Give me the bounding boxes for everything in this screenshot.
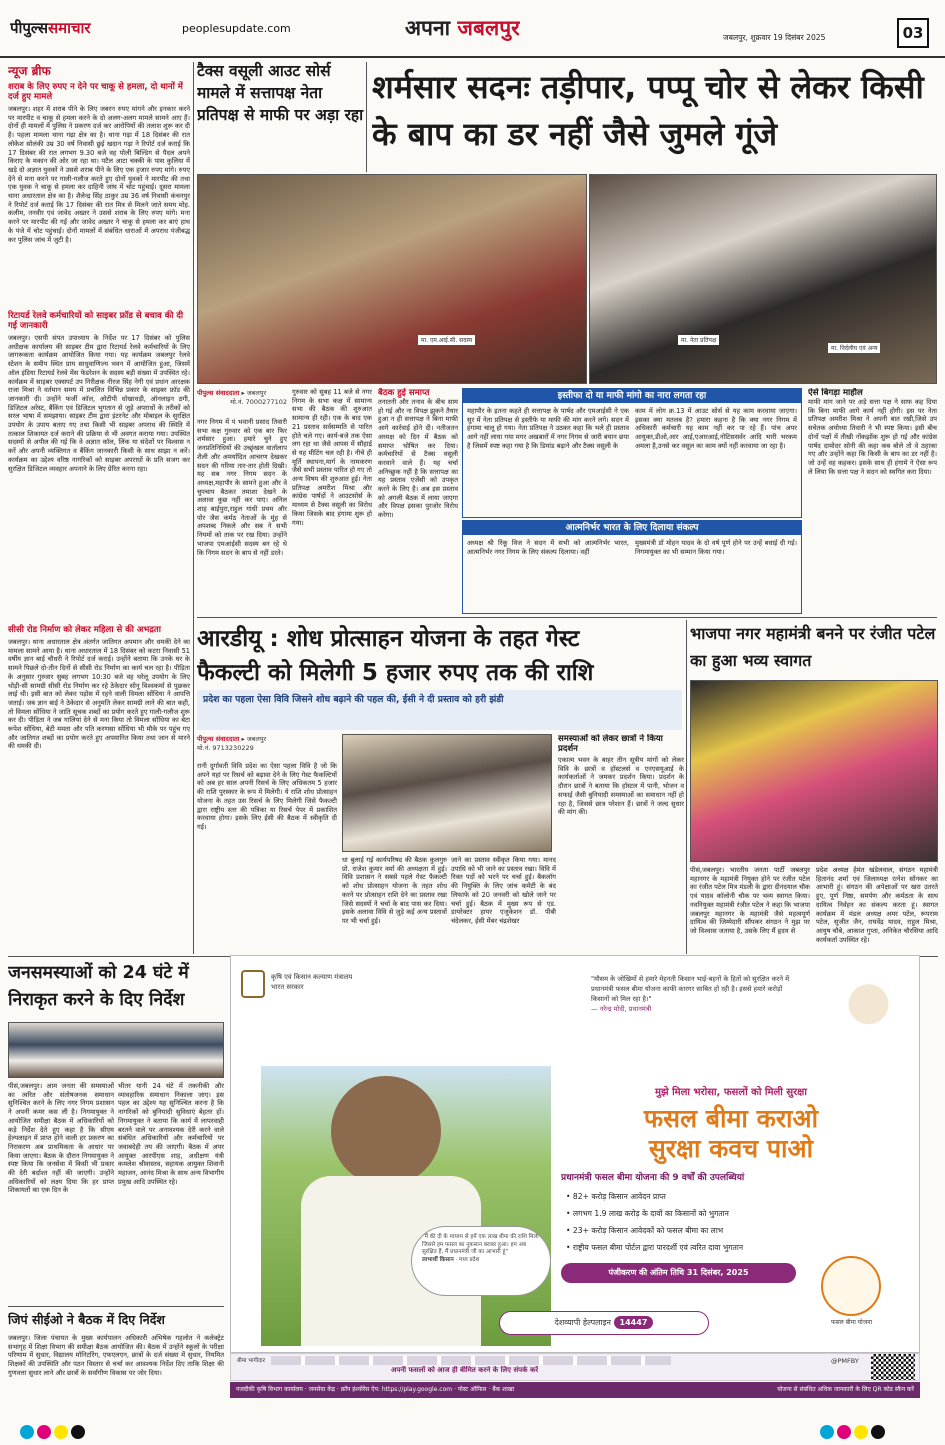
column-divider [686,620,687,954]
contact-item[interactable]: पोस्ट ऑफिस [457,1386,487,1393]
resign-box-col2: काम में लोग क्र.13 में आउट सोर्स से यह काम करवाया जाएगा। इसका क्या मतलब है? हमारा कहना है कि क्या नगर निगम में अधिकारी कर्मचारी यह काम नहीं कर पा रहे हैं। पांच अपर आयुक्त,डीओ,आर आई,एआरआई,नोटिससर्वर आदि भारी भरकम अमला है,उनसे कर वसूल का काम क्यों नहीं करवाया जा रहा है। [635,407,797,450]
rdu-col3: जाने का प्रस्ताव स्वीकृत किया गया। मानद उपाधि को भी जाने का प्रस्ताव रखा। विवि में रिक्त पदों को भरने पर चर्चा हुई। बैकलॉग की नियुक्ति के लिए जांच कमेटी के बंद लिफाफे को 20 जनवरी को खोले जाने पर चर्चा हुई। बैठक में मुख्य रूप से एड. डायरेक्टर हायर एजुकेशन डॉ. पीबी चंदेलकर, ईसी मेंबर चंद्रशेखर [451,856,556,925]
ministry-name: कृषि एवं किसान कल्याण मंत्रालय [271,973,353,981]
achievement-list [566,1188,906,1256]
pmfby-label: फसल बीमा योजना [830,1319,873,1326]
brief2-headline[interactable]: रिटायर्ड रेलवे कर्मचारियों को साइबर फ्रॉड से बचाव की दी गई जानकारी [8,311,184,331]
lead-headline[interactable]: शर्मसार सदनः तड़ीपार, पप्पू चोर से लेकर किसी के बाप का डर नहीं जैसे जुमले गूंजे [372,68,924,153]
footer-line: अपनी फसलों को आज ही बीमित करने के लिए संपर्क करें [391,1366,539,1374]
farmer-quote-bubble: "मैं की दी के माध्यम से हमें एक लाख बीमा की राशि मिली जिससे हम फसल का नुकसान बराबर हुआ। हम अब सुरक्षित हैं, मैं प्रधानमंत्री जी का आभारी हूं" लाभार्थी किसान · मध्य प्रदेश [411,1226,551,1296]
pmfby-logo-icon [821,1256,881,1316]
lead-col2: गुरुवार को सुबह 11 बजे से नगर निगम के सभा कक्ष में सामान्य सभा की बैठक की शुरुआत सामान्य ही रही। एक के बाद एक 21 प्रस्ताव सर्वसम्मति से पारित होते चले गए। कार्य-बजे तक ऐसा लग रहा था जैसे आपस में सौहार्द्र से यह मीटिंग चल रही है। नीचे ही मूर्ति स्थापना,मार्ग के नामकरण जैसे सभी प्रस्ताव पारित हो गए तो अन्य विषय की शुरुआत हुई। नेता प्रतिपक्ष अमरीश मिश्रा और कांग्रेस पार्षदों ने आउटसोर्स के माध्यम से टैक्स वसूली का विरोध किया जिसके बाद हंगामा शुरू हो गया। [292,388,372,527]
ranjeet-welcome-photo[interactable] [690,680,938,862]
registration-deadline: पंजीकरण की अंतिम तिथि 31 दिसंबर, 2025 [561,1263,796,1283]
yellow-mark [854,1425,868,1439]
pmfby-advertisement[interactable] [230,955,920,1353]
council-photo-left[interactable] [197,174,587,384]
protest-box: समस्याओं को लेकर छात्रों ने किया प्रदर्शन एकात्म भवन के बाहर तीन सूत्रीय मांगों को लेकर विवि के छात्रों व हॉस्टलर्स व एनएसयूआई के कार्यकर्ताओं ने जमकर प्रदर्शन किया। प्रदर्शन के दौरान छात्रों ने बताया कि हॉस्टल में पानी, भोजन व सफाई जैसी बुनियादी समस्याओं का समाधान नहीं हो रहा है, जिससे छात्र परेशान हैं। छात्रों ने जल्द सुधार की मांग की। [558,734,684,817]
page-title: अपना जबलपुर [405,16,520,40]
sign-board: मा. एम.आई.सी. सदस्य [418,335,475,345]
lead-byline: पीपुल्स संवाददाता ▸ जबलपुर मो.नं. 7000277102 [197,389,287,406]
section-rule [8,1306,224,1307]
lead-col3: बैठक हुई समाप्त तनातनी और तनाव के बीच साम हो गई और ना विपक्ष झुकने तैयार हुआ न ही सत्तापक्ष ने बिना माफी आगे कार्रवाई होने दी। नतीजतन अध्यक्ष को दिन में बैठक को समाप्त घोषित कर दिया। कर्मचारियों से टैक्स वसूली करवाने वाले हैं। यह चर्चा अनिच्छुक नहीं है कि सत्तापक्ष का यह प्रस्ताव एजेंसी को उपकृत करने के लिए है। अब इस प्रस्ताव को अगली बैठक में लाया जाएगा और विपक्ष इसका पुरजोर विरोध करेगा। [378,388,458,520]
section-rule [197,617,937,618]
ad-title-1: फसल बीमा कराओ [643,1104,819,1133]
ad-tagline: मुझे मिला भरोसा, फसलों को मिली सुरक्षा [655,1087,807,1098]
achievement-item: • 23+ करोड़ किसान आवेदकों को फसल बीमा का लाभ [566,1226,724,1235]
newspaper-logo[interactable]: पीपुल्ससमाचार [10,19,91,37]
achievements-heading: प्रधानमंत्री फसल बीमा योजना की 9 वर्षों की उपलब्धियां [561,1173,745,1183]
meeting-ended-head: बैठक हुई समाप्त [378,388,430,398]
resign-box-col1: महापौर के इतना कहते ही सत्तापक्ष के पार्षद और एमआईसी ने एक सुर में नेता प्रतिपक्ष से इस्तीफे या माफी की मांग करने लगे। सदन में हंगामा चालू हो गया। नेता प्रतिपक्ष ने उठकर कहा कि भले ही प्रस्ताव आगे नहीं लाया गया मगर अखबारों में नगर निगम से जारी बयान छपा है जिसमें स्पष्ट कहा गया है कि डिमांड बढ़ाने और टैक्स वसूली के [467,407,629,450]
registration-marks-right [820,1424,940,1440]
contact-item[interactable]: नजदीकी कृषि विभाग कार्यालय [236,1386,303,1393]
achievement-item: • राष्ट्रीय फसल बीमा पोर्टल द्वारा पारदर्शी एवं त्वरित दावा भुगतान [566,1243,744,1252]
ad-title-2: सुरक्षा कवच पाओ [648,1134,814,1163]
ranjeet-col2: प्रदेश अध्यक्ष हेमंत खंडेलवाल, संगठन महामंत्री हितानंद शर्मा एवं जिलाध्यक्ष रत्नेश सोनकर का आभारी हूं। संगठन की अपेक्षाओं पर खरा उतरते हुए, पूर्ण निष्ठा, समर्पण और कर्मठता के साथ दायित्व निर्वहन का संकल्प करता हूं। स्वागत कार्यक्रम में मंडल अध्यक्ष अमर पटेल, रूपराम पटेल, सुजीत जैन, राघवेंद्र यादव, राहुल मिश्रा, आयुष चौबे, आकाश गुप्ता, अनिकेत चौरसिया आदि कार्यकर्ता उपस्थित रहे। [816,866,938,944]
social-handle[interactable]: @PMFBY [831,1357,859,1365]
sign-board: मा. निर्दलीय एवं अन्य [828,343,880,353]
farmer-photo [261,1066,551,1346]
contact-item[interactable]: बैंक शाखा [492,1386,515,1393]
cyan-mark [820,1425,834,1439]
lead-kicker[interactable]: टैक्स वसूली आउट सोर्स मामले में सत्तापक्ष नेता प्रतिपक्ष से माफी पर अड़ा रहा [197,62,364,124]
website-link[interactable]: peoplesupdate.com [182,22,291,35]
masthead [0,0,945,58]
news-brief-label: न्यूज ब्रीफ [8,64,51,78]
ranjeet-headline[interactable]: भाजपा नगर महामंत्री बनने पर रंजीत पटेल का हुआ भव्य स्वागत [690,624,936,670]
insurer-logos-strip [271,1356,671,1365]
janasamasya-col1: पीसं,जबलपुर। आम जनता की समस्याओं का त्वरित और संतोषजनक समाधान सुनिश्चित करने के लिए नगर निगम प्रशासन ने अपनी कमर कस ली है। निगमायुक्त ने आयोजित समीक्षा बैठक में अधिकारियों को कड़े निर्देश देते हुए कहा है कि सीएम हेल्पलाइन में प्राप्त होने वाली हर प्रकरण का निराकरण अब प्राथमिकता के आधार पर किया जाएगा। बैठक के दौरान निगमायुक्त ने स्पष्ट किया कि जनसेवा में किसी भी प्रकार की देरी बर्दाश्त नहीं की जाएगी। उन्होंने अधिकारियों को लक्ष्य दिया कि हर प्राप्त शिकायतों का एक दिन के [8,1082,114,1195]
black-mark [871,1425,885,1439]
council-photo-right[interactable] [589,174,937,384]
atmosphere-sidebar: ऐसे बिगड़ा माहौल माफी मांग जाने पर अड़े सत्ता पक्ष ने साफ कह दिया कि बिना माफी आगे कार्य नहीं होगी। इस पर नेता प्रतिपक्ष अमरीश मिश्रा ने अपनी बात रखी,जिसे उप सचेतक अयोध्या तिवारी ने भी स्पष्ट किया। इसी बीच दोनों पक्षों में तीखी नोंकझोंक शुरू हो गई और कांग्रेस पार्षद दामोदर सोनी की कहा कब बोले तो वे ठहाका गए और उन्होंने कहा कि किसी के बाप का डर नहीं है। जो उन्हें वह कहकर। इसके साथ ही हंगामे ने ऐसा रूप ले लिया कि सत्ता पक्ष ने सदन को स्थगित करा दिया। [808,388,937,476]
protest-head: समस्याओं को लेकर छात्रों ने किया प्रदर्शन [558,734,663,754]
resolution-box-title: आत्मनिर्भर भारत के लिए दिलाया संकल्प [463,521,801,535]
rdu-col1: रानी दुर्गावती विवि प्रदेश का ऐसा पहला विवि है जो कि अपने यहां पर रिसर्च को बढ़ावा देने के लिए गेस्ट फैकल्टियों को अब हर साल अपनी रिसर्च के लिए अधिकतम 5 हजार की राशि पुरस्कार के रूप में मिलेगी। ये राशि शोध प्रोत्साहन योजना के तहत उस रिसर्च के लिए मिलेगी जिसे फैकल्टी द्वारा राष्ट्रीय स्तर की पत्रिका या रिसर्च पेपर में प्रकाशित करवाया होगा। इसके लिए ईसी की बैठक में स्वीकृति दी गई। [197,762,337,831]
contact-item[interactable]: जनसेवा केंद्र [308,1386,335,1393]
ranjeet-col1: पीसं,जबलपुर। भारतीय जनता पार्टी जबलपुर महानगर के महामंत्री नियुक्त होने पर रंजीत पटेल का रंजीत पटेल मित्र मंडली के द्वारा दीनदयाल चौक एवं यादव कॉलोनी चौक पर भव्य स्वागत किया। नवनियुक्त महामंत्री रंजीत पटेल ने कहा कि भाजपा जबलपुर महानगर के महामंत्री जैसे महत्वपूर्ण दायित्व की जिम्मेदारी सौंपकर संगठन ने मुझ पर जो विश्वास जताया है, उसके लिए मैं हृदय से [690,866,810,935]
rdu-byline: पीपुल्स संवाददाता ▸ जबलपुर मो.नं. 9713230229 [197,735,267,752]
date-line: जबलपुर, शुक्रवार 19 दिसंबर 2025 [723,33,826,42]
rdu-col2: धा बुलाई गई कार्यपरिषद की बैठक कुलगुरु प्रो. राजेश कुमार वर्मा की अध्यक्षता में हुई। विवि प्रशासन ने सबसे पहले गेस्ट फैकल्टी को शोध प्रोत्साहन योजना के तहत शोध करने पर प्रोत्साहन राशि देने का प्रस्ताव रखा जिसे सदस्यों ने चर्चा के बाद पास कर दिया। इसके अलावा विवि से जुड़े कई अन्य प्रस्तावों पर भी चर्चा हुई। [342,856,447,925]
brief2-body: जबलपुर। एसपी संपत उपाध्याय के निर्देश पर 17 दिसंबर को पुलिस अधीक्षक कार्यालय की साइबर टीम द्वारा रिटायर्ड रेलवे कर्मचारियों के लिए जागरूकता कार्यक्रम आयोजित किया गया। यह कार्यक्रम जबलपुर रेलवे स्टेशन के समीप स्थित प्राय साधुवाणिज्य भवन में आयोजित हुआ, जिसमें ऑल इंडिया रिटायर्ड रेलवे मेंस फेडरेशन के सदस्य बड़ी संख्या में उपस्थित रहे। कार्यक्रम में साइबर एक्सपर्ट उप निरीक्षक नीरज सिंह नेगी एवं प्रधान आरक्षक राजा मिश्रा ने वर्तमान समय में प्रचलित विभिन्न प्रकार के साइबर फ्रॉड की जानकारी दी। उन्होंने फर्जी कॉल, ओटीपी धोखाधड़ी, ऑनलाइन ठगी, डिजिटल अरेस्ट, बैंकिंग एवं डिजिटल भुगतान से जुड़े अपराधों के तरीकों को सरल भाषा में समझाया। साइबर टीम द्वारा इंटरनेट और मोबाइल के सुरक्षित उपयोग के उपाय बताए गए तथा किसी भी साइबर अपराध की स्थिति में तत्काल शिकायत दर्ज कराने की प्रक्रिया से भी अवगत कराया गया। उपस्थित सदस्यों से अपील की गई कि वे अज्ञात कॉल, लिंक या संदेशों पर विश्वास न करें और अपनी व्यक्तिगत व बैंकिंग जानकारी किसी के साथ साझा न करें। कार्यक्रम का उद्देश्य वरिष्ठ नागरिकों को साइबर अपराधों के प्रति सजग कर सुरक्षित डिजिटल व्यवहार अपनाने के लिए प्रेरित करना रहा। [8,334,190,473]
jila-headline[interactable]: जिपं सीईओ ने बैठक में दिए निर्देश [8,1312,165,1327]
yellow-mark [54,1425,68,1439]
contact-item[interactable]: क्रॉप इंश्योरेंस ऐप: https://play.google.com [340,1386,453,1393]
lead-col1: नगर निगम में पं भवानी प्रसाद तिवारी सभा कक्ष गुरुवार को एक बार फिर शर्मसार हुआ। हमारे चुने हुए जनप्रतिनिधियों की उच्छृंखल वार्तालाप शैली और अमर्यादित आचरण देखकर सदन की गरिमा तार-तार होती दिखी। यह सब नगर निगम सदन के अध्यक्ष,महापौर के सामने हुआ और वे चुपचाप बैठकर तमाशा देखने के अलावा कुछ नहीं कर पाए। अनिल शाह बाईपुरा,राहुल गांधी प्रथम और पोर जैस कर्मठ नेताओं के मुंह से अपशब्द निकले और सब ने सभी नियमों को ताक पर रख दिया। उन्होंने भाजपा एमआईसी सदस्य बन रहे थे कि निगम सदन के बाप से नहीं डरते। [197,418,287,557]
qr-caption: योजना से संबंधित अधिक जानकारी के लिए QR कोड स्कैन करें [777,1386,914,1393]
janasamasya-col2: भीतर यानी 24 घंटे में तकनीकी और व्यावहारिक समाधान निकाला जाए। इस पहल का उद्देश्य यह सुनिश्चित करना है कि नागरिकों को बुनियादी सुविधाएं बेहतर हों। निगमायुक्त ने बताया कि कार्य में लापरवाही बरतने वाले पर अनावश्यक देरी करने वाले संबंधित अधिकारियों और कर्मचारियों पर जवाबदेही तय की जाएगी। बैठक में अपर आयुक्त आरपीएस शाह, अधीक्षण यंत्री कमलेश श्रीवास्तव, सहायक आयुक्त शिवानी महाजन, आनंद मिश्रा के साथ अन्य विभागीय प्रमुख आदि उपस्थित रहे। [118,1082,224,1186]
resolution-box-col1: अध्यक्ष श्री रिंकू विज ने सदन में सभी को आत्मनिर्भर भारत, आत्मनिर्भर नगर निगम के लिए संकल्प दिलाया। वहीं [467,539,629,556]
rdu-headline-2[interactable]: फैकल्टी को मिलेगी 5 हजार रुपए तक की राशि [197,660,594,686]
jila-body: जबलपुर। जिला पंचायत के मुख्य कार्यपालन अधिकारी अभिषेक गहलोत ने कलेक्ट्रेट सभागृह में शिक्षा विभाग की समीक्षा बैठक आयोजित की। बैठक में उन्होंने स्कूलों के परीक्षा परिणाम में सुधार, विद्यालय मॉनिटरिंग, एफएलएन, छात्रों के दर्ज संख्या में सुधार, नियमित शिक्षकों की उपस्थिति और पठन विस्तार से चर्चा कर आवश्यक निर्देश दिए ताकि शिक्षा की गुणवत्ता सुधार लाने और छात्रों के सर्वांगीण विकास पर जोर दिया। [8,1334,224,1377]
resign-box [462,388,802,518]
atmosphere-head: ऐसे बिगड़ा माहौल [808,388,863,398]
sign-board: मा. नेता प्रतिपक्ष [678,335,719,345]
farmer-face [331,1076,441,1186]
magenta-mark [37,1425,51,1439]
news-brief-column [8,62,190,954]
resign-box-title: इस्तीफा दो या माफी मांगो का नारा लगता रहा [463,389,801,403]
emblem-icon [241,970,265,998]
contact-strip: नजदीकी कृषि विभाग कार्यालय · जनसेवा केंद्र · क्रॉप इंश्योरेंस ऐप: https://play.google.com · पोस्ट ऑफिस · बैंक शाखा योजना से संबंधित अधिक जानकारी के लिए QR कोड स्कैन करें [230,1382,920,1398]
page-number: 03 [897,18,929,48]
review-meeting-photo[interactable] [8,1022,224,1078]
qr-code[interactable] [871,1354,915,1380]
achievement-item: • 82+ करोड़ किसान आवेदन प्राप्त [566,1192,666,1201]
column-divider [193,62,194,954]
kicker-divider [366,62,367,172]
registration-marks-left [20,1424,140,1440]
magenta-mark [837,1425,851,1439]
cyan-mark [20,1425,34,1439]
helpline-pill[interactable]: देशव्यापी हेल्पलाइन 14447 [499,1311,709,1335]
ec-meeting-photo[interactable] [342,734,552,852]
pm-portrait [821,964,916,1079]
rdu-deck: प्रदेश का पहला ऐसा विवि जिसने शोध बढ़ाने की पहल की, ईसी ने दी प्रस्ताव को हरी झंडी [197,690,682,730]
achievement-item: • लगभग 1.9 लाख करोड़ के दावों का किसानों को भुगतान [566,1209,729,1218]
resolution-box [462,520,802,614]
ad-footer [230,1353,920,1381]
brief1-body: जबलपुर। शहर में शराब पीने के लिए जबरन रुपए मांगने और इनकार करने पर मारपीट व चाकू से हमला करने के दो अलग-अलग मामले सामने आए हैं। दोनों ही मामलों में पुलिस ने प्रकरण दर्ज कर आरोपियों की तलाश शुरू कर दी है। पहला मामला थाना गढ़ा क्षेत्र का है। थाना गढ़ा में 18 दिसंबर की रात लोकेश सोलंकी उम्र 30 वर्ष निवासी छुई खदान गढ़ा ने रिपोर्ट दर्ज कराई कि 17 दिसंबर की रात लगभग 9.30 बजे वह पोली बिल्डिंग से पैदल अपने किराए के मकान की ओर जा रहा था। पटैल आटा चक्की के पास कुलिया में खड़े दो अज्ञात युवकों ने उससे शराब पीने के लिए एक हजार रुपए मांगे। रुपए देने से मना करने पर गाली-गलौज करते हुए दोनों युवकों ने मारपीट की तथा एक युवक ने चाकू से हमला कर दाहिनी जांघ में चोट पहुंचाई। दूसरा मामला थाना अधारताल क्षेत्र का है। शैलेन्द्र सिंह ठाकुर उम्र 36 वर्ष निवासी कंचनपुर ने रिपोर्ट दर्ज कराई कि 17 दिसंबर की रात मित्र से मिलने जाते समय मोह. कलीम, तनवीर एवं जावेद अख्तर ने उससे शराब के लिए रुपए मांगे। मना करने पर मारपीट की गई और जावेद अख्तर ने चाकू से हमला कर बाएं हाथ के पंजे में चोट पहुंचाई। दोनों मामलों में संबंधित धाराओं में अपराध पंजीबद्ध कर पुलिस जांच में जुटी है। [8,105,190,244]
black-mark [71,1425,85,1439]
rdu-headline-1[interactable]: आरडीयू : शोध प्रोत्साहन योजना के तहत गेस्ट [197,626,580,652]
pm-quote: "मौसम के जोखिमों से हमारे मेहनती किसान भाई-बहनों के हितों को सुरक्षित करने में प्रधानमंत्री फसल बीमा योजना काफी कारगर साबित हो रही है। इससे हमारे करोड़ों किसानों को मिल रहा है।" — नरेन्द्र मोदी, प्रधानमंत्री [591,975,790,1013]
ministry-govt: भारत सरकार [271,983,304,991]
brief1-headline[interactable]: शराब के लिए रुपए न देने पर चाकू से हमला, दो थानों में दर्ज हुए मामले [8,82,183,102]
brief3-body: जबलपुर। थाना अधारताल क्षेत्र अंतर्गत जातिगत अपमान और धमकी देने का मामला सामने आया है। थाना अधारताल में 18 दिसंबर को कटरा निवासी 51 वर्षीय ज्ञान बाई चौधरी ने रिपोर्ट दर्ज कराई। उन्होंने बताया कि उनके घर के सामने पिछले दो-तीन दिनों से सीसी रोड निर्माण का कार्य चल रहा है। पीड़िता के अनुसार गुरुवार सुबह लगभग 10:30 बजे वह घरेलू उपयोग के लिए थोड़ी-सी सामग्री सीसी रोड निर्माण कर रहे ठेकेदार सोनू विश्वकर्मा से पूछकर लाई थी। इसी बात को लेकर पड़ोस में रहने वाली विमला सोंधिया ने आपत्ति जताई। जब ज्ञान बाई ने ठेकेदार से अनुमति लेकर सामग्री लाने की बात कही, तो विमला सोंधिया ने जाति सूचक शब्दों का प्रयोग करते हुए गाली-गलौज शुरू कर दी। पीड़िता ने जब गालियां देने से मना किया तो विमला सोंधिया का बेटा रूपेश सोंधिया, बेटी ममता और पति करणसा सोंधिया भी मौके पर पहुंच गए और जातिगत शब्दों का प्रयोग करते हुए अपमानित किया तथा जान से मारने की धमकी दी। [8,638,190,751]
brief3-headline[interactable]: सीसी रोड निर्माण को लेकर महिला से की अभद्रता [8,625,161,635]
insurers-label: बीमा भागीदार [237,1358,265,1364]
resolution-box-col2: मुख्यमंत्री डॉ मोहन यादव के दो वर्ष पूर्ण होने पर उन्हें बधाई दी गई। निगमायुक्त का भी सम्मान किया गया। [635,539,797,556]
janasamasya-headline[interactable]: जनसमस्याओं को 24 घंटे में निराकृत करने के दिए निर्देश [8,963,189,1010]
